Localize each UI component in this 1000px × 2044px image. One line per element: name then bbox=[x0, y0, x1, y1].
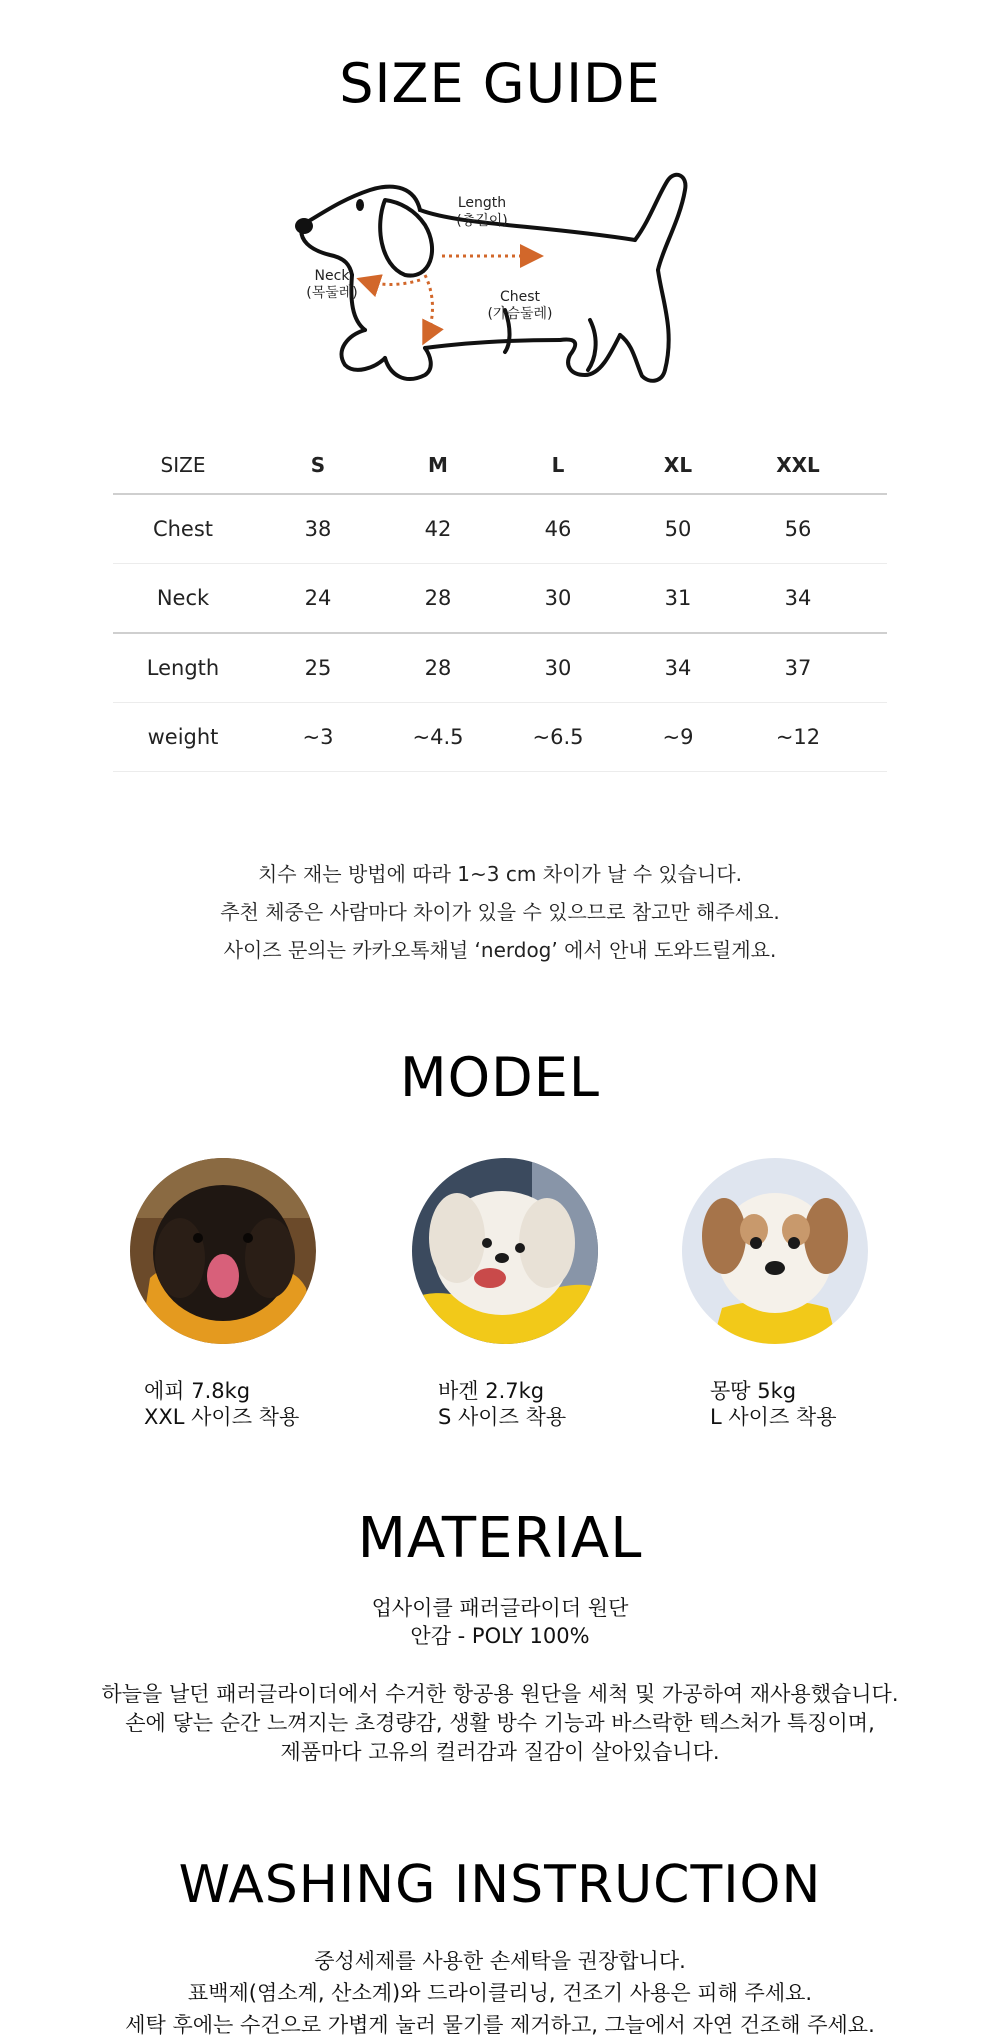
table-cell: 30 bbox=[544, 656, 572, 680]
note-line: 치수 재는 방법에 따라 1~3 cm 차이가 날 수 있습니다. bbox=[257, 862, 743, 886]
table-row bbox=[113, 564, 887, 634]
neck-arrow bbox=[362, 280, 420, 285]
material-lining: 안감 - POLY 100% bbox=[410, 1624, 590, 1648]
note-line: 사이즈 문의는 카카오톡채널 ‘nerdog’ 에서 안내 도와드릴게요. bbox=[223, 938, 777, 962]
table-cell: 56 bbox=[784, 517, 812, 541]
header-cell: M bbox=[428, 453, 448, 477]
header-cell: S bbox=[310, 453, 326, 477]
description-line: 하늘을 날던 패러글라이더에서 수거한 항공용 원단을 세척 및 가공하여 재사용했습니다. bbox=[101, 1682, 899, 1706]
row-label: Chest bbox=[152, 517, 214, 541]
table-cell: 37 bbox=[784, 656, 812, 680]
model-title: MODEL bbox=[400, 1046, 600, 1109]
table-cell: 30 bbox=[544, 586, 572, 610]
model-name-weight: 바겐 2.7kg bbox=[438, 1379, 545, 1403]
table-cell: 34 bbox=[664, 656, 692, 680]
model-photo-1 bbox=[130, 1158, 316, 1344]
model-caption-2 bbox=[438, 1378, 566, 1430]
table-cell: 28 bbox=[424, 586, 452, 610]
model-name-weight: 몽땅 5kg bbox=[710, 1379, 797, 1403]
table-cell: 24 bbox=[304, 586, 332, 610]
table-cell: ~9 bbox=[662, 725, 694, 749]
table-cell: 46 bbox=[544, 517, 572, 541]
table-cell: 50 bbox=[664, 517, 692, 541]
description-line: 제품마다 고유의 컬러감과 질감이 살아있습니다. bbox=[280, 1740, 720, 1764]
header-cell: XL bbox=[663, 453, 693, 477]
material-title: MATERIAL bbox=[357, 1506, 643, 1571]
chest-arrow bbox=[425, 275, 433, 340]
table-cell: 25 bbox=[304, 656, 332, 680]
washing-line: 중성세제를 사용한 손세탁을 권장합니다. bbox=[314, 1949, 686, 1973]
note-line: 추천 체중은 사람마다 차이가 있을 수 있으므로 참고만 해주세요. bbox=[220, 900, 780, 924]
material-fabric: 업사이클 패러글라이더 원단 bbox=[371, 1596, 629, 1620]
washing-line: 세탁 후에는 수건으로 가볍게 눌러 물기를 제거하고, 그늘에서 자연 건조해 주세요. bbox=[125, 2013, 875, 2037]
model-name-weight: 에피 7.8kg bbox=[144, 1379, 251, 1403]
model-photo-3 bbox=[682, 1158, 868, 1344]
washing-title: WASHING INSTRUCTION bbox=[178, 1855, 822, 1915]
row-label: weight bbox=[147, 725, 219, 749]
dog-measurement-diagram bbox=[290, 170, 710, 400]
table-cell: ~4.5 bbox=[412, 725, 464, 749]
dog-eye-icon bbox=[356, 199, 364, 211]
description-line: 손에 닿는 순간 느껴지는 초경량감, 생활 방수 기능과 바스락한 텍스처가 특징이며, bbox=[125, 1711, 875, 1735]
model-card-2 bbox=[412, 1158, 612, 1344]
table-cell: 34 bbox=[784, 586, 812, 610]
dog-nose-icon bbox=[295, 218, 313, 234]
material-description bbox=[0, 1680, 1000, 1767]
header-cell: L bbox=[551, 453, 565, 477]
size-table-header bbox=[113, 437, 887, 495]
table-row bbox=[113, 495, 887, 564]
size-notes bbox=[0, 855, 1000, 969]
table-cell: ~6.5 bbox=[532, 725, 584, 749]
model-photo-2 bbox=[412, 1158, 598, 1344]
table-row bbox=[113, 634, 887, 703]
model-caption-1 bbox=[144, 1378, 299, 1430]
size-table bbox=[113, 437, 887, 772]
size-guide-title: SIZE GUIDE bbox=[339, 52, 661, 115]
header-cell: XXL bbox=[776, 453, 820, 477]
chest-label: Chest bbox=[499, 289, 541, 305]
table-cell: ~3 bbox=[302, 725, 334, 749]
length-label-ko: (총길이) bbox=[456, 213, 508, 229]
length-label: Length bbox=[457, 195, 507, 211]
washing-instructions bbox=[0, 1945, 1000, 2041]
table-cell: ~12 bbox=[775, 725, 821, 749]
chest-label-ko: (가슴둘레) bbox=[487, 306, 553, 322]
table-cell: 42 bbox=[424, 517, 452, 541]
table-cell: 28 bbox=[424, 656, 452, 680]
model-size: L 사이즈 착용 bbox=[710, 1405, 837, 1429]
model-card-1 bbox=[130, 1158, 330, 1344]
washing-line: 표백제(염소계, 산소계)와 드라이클리닝, 건조기 사용은 피해 주세요. bbox=[187, 1981, 813, 2005]
row-label: Length bbox=[146, 656, 220, 680]
model-size: XXL 사이즈 착용 bbox=[144, 1405, 300, 1429]
table-cell: 38 bbox=[304, 517, 332, 541]
table-row bbox=[113, 703, 887, 772]
neck-label-ko: (목둘레) bbox=[306, 285, 358, 301]
table-cell: 31 bbox=[664, 586, 692, 610]
header-cell: SIZE bbox=[160, 453, 206, 477]
neck-label: Neck bbox=[314, 268, 350, 284]
model-caption-3 bbox=[710, 1378, 836, 1430]
row-label: Neck bbox=[156, 586, 210, 610]
model-size: S 사이즈 착용 bbox=[438, 1405, 567, 1429]
model-card-3 bbox=[682, 1158, 882, 1344]
